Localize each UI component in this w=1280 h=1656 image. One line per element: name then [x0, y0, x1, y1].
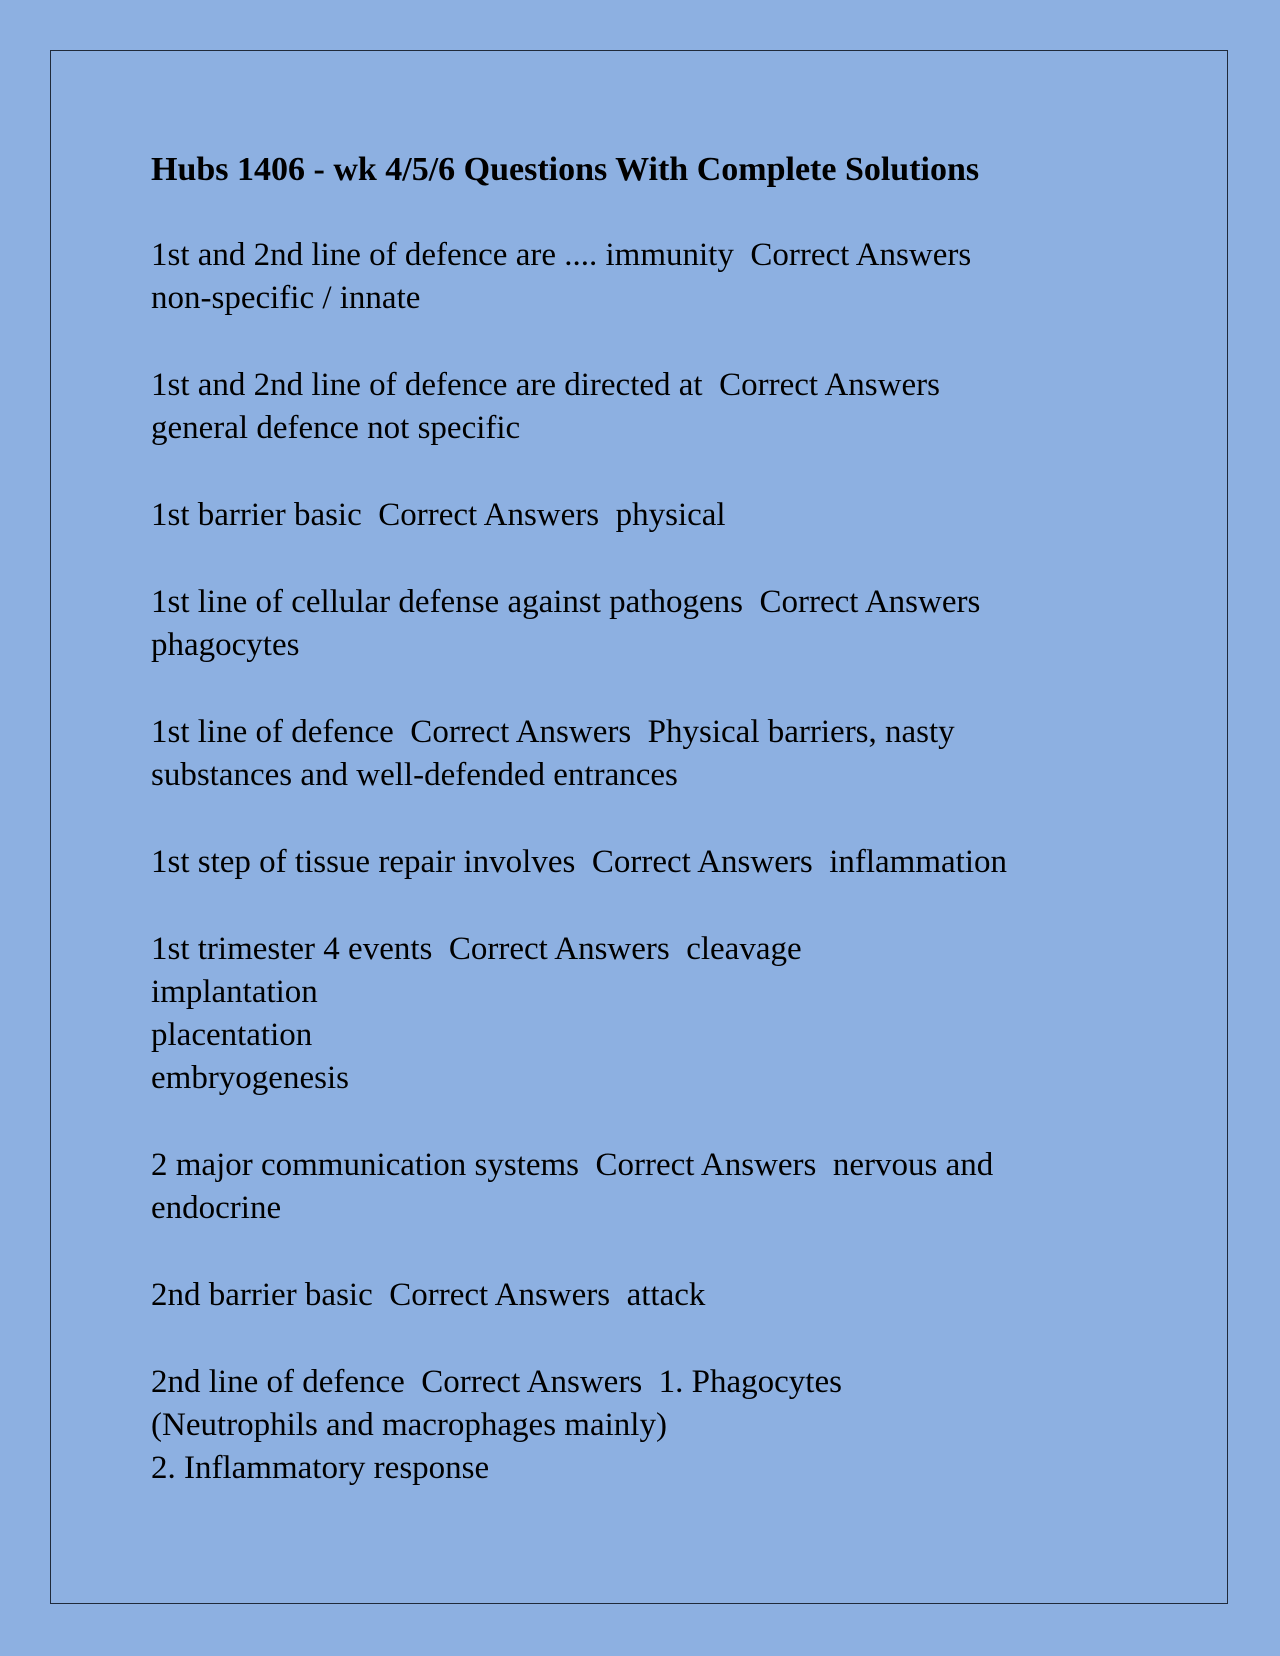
- qa-entry: 1st trimester 4 events Correct Answers cleavage implantation placentation embryogenesis: [151, 931, 802, 1096]
- document-title: Hubs 1406 - wk 4/5/6 Questions With Complete Solutions: [151, 151, 980, 188]
- qa-entry: 2nd line of defence Correct Answers 1. Phagocytes (Neutrophils and macrophages mainly) 2. Inflammatory response: [151, 1364, 842, 1486]
- qa-entry: 1st line of cellular defense against pathogens Correct Answers phagocytes: [151, 584, 981, 663]
- qa-entry: 1st and 2nd line of defence are .... immunity Correct Answers non-specific / innate: [151, 237, 972, 316]
- qa-entry: 1st and 2nd line of defence are directed at Correct Answers general defence not specific: [151, 367, 940, 446]
- qa-entry: 1st step of tissue repair involves Correct Answers inflammation: [151, 844, 1008, 880]
- document-body: [151, 148, 1151, 1534]
- qa-entry: 1st line of defence Correct Answers Physical barriers, nasty substances and well-defended entrances: [151, 714, 955, 793]
- qa-entry: 1st barrier basic Correct Answers physical: [151, 497, 726, 533]
- qa-entry: 2 major communication systems Correct Answers nervous and endocrine: [151, 1147, 994, 1226]
- qa-entry: 2nd barrier basic Correct Answers attack: [151, 1277, 706, 1313]
